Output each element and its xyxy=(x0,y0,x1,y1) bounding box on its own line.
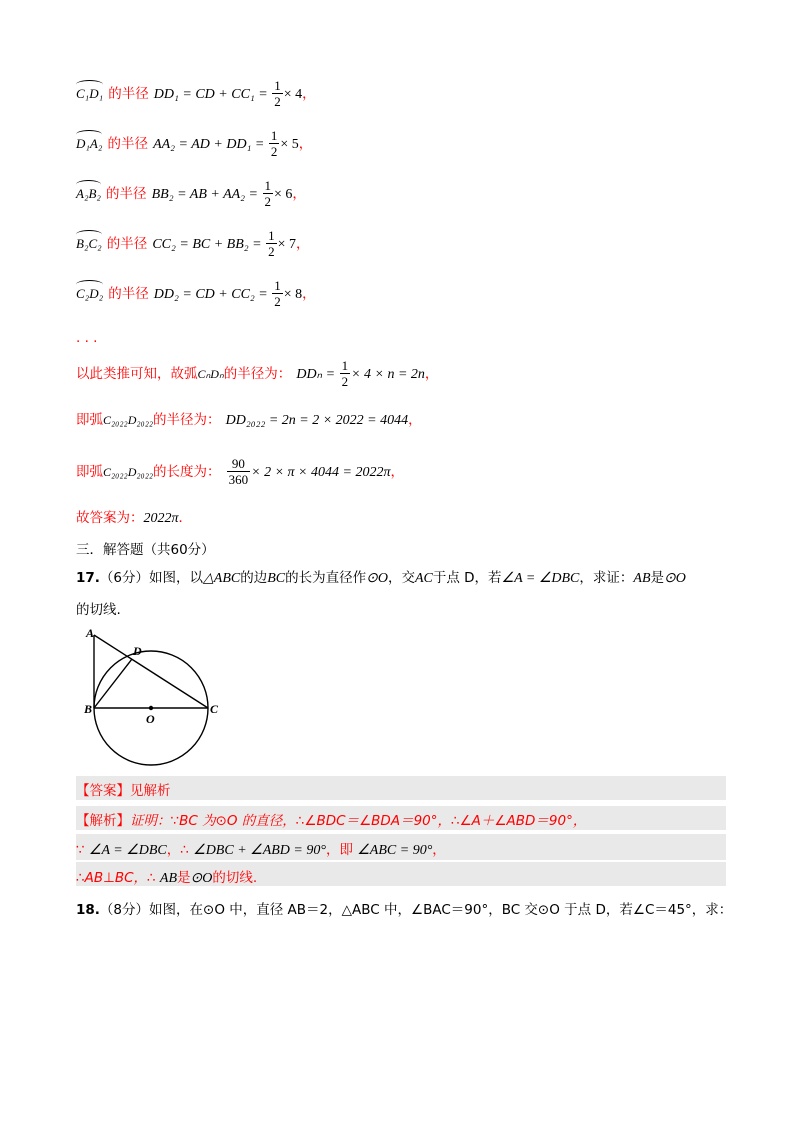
geometry-figure xyxy=(80,625,240,775)
fraction: $\frac{1}{2}$ xyxy=(268,228,275,259)
fraction: $\frac{1}{2}$ xyxy=(264,178,271,209)
segment-ac xyxy=(94,635,208,708)
arc-label: C₂D₂ xyxy=(76,280,103,302)
answer-band xyxy=(76,776,726,800)
label: 的半径 xyxy=(107,136,148,152)
line-a2b2 xyxy=(76,178,306,209)
line-general xyxy=(76,358,438,389)
question-number: 18. xyxy=(76,902,100,918)
expression: × 2 × π × 4044 = 2022π xyxy=(251,465,391,480)
math: ⊙O xyxy=(190,871,213,886)
arc-label: C₂₀₂₂D₂₀₂₂ xyxy=(103,465,154,479)
math: AB xyxy=(633,571,651,586)
prefix: 即弧 xyxy=(76,464,103,480)
analysis-text: 证明：∵BC 为⊙O 的直径，∴∠BDC＝∠BDA＝90°，∴∠A＋∠ABD＝90°， xyxy=(130,813,587,829)
fraction: $\frac{1}{2}$ xyxy=(274,278,281,309)
punct: ， xyxy=(302,86,316,102)
punct: ， xyxy=(424,366,439,382)
punct: ， xyxy=(408,412,422,428)
expression-tail: × 4 xyxy=(283,87,303,102)
math: ⊙O xyxy=(664,571,686,586)
expression: CC₂ = BC + BB₂ = xyxy=(152,237,266,252)
math: △ABC xyxy=(203,571,241,586)
fraction: $\frac{90}{360}$ xyxy=(228,456,249,487)
expression: DDₙ = xyxy=(296,367,339,382)
arc-label: C₂₀₂₂D₂₀₂₂ xyxy=(103,413,154,427)
section-heading: 三．解答题（共60分） xyxy=(76,542,215,558)
text: 于点 D，若 xyxy=(432,570,502,586)
prefix: 即弧 xyxy=(76,412,103,428)
text: ，即 xyxy=(325,842,353,858)
answer-label: 【答案】 xyxy=(76,783,130,799)
prefix: 故答案为： xyxy=(76,510,144,526)
label-c: C xyxy=(210,702,219,716)
question-number: 17. xyxy=(76,570,100,586)
math: ∠A = ∠DBC xyxy=(501,571,580,586)
expression: 2022π xyxy=(143,511,179,526)
expression-tail: × 6 xyxy=(274,187,293,202)
arc-label: B₂C₂ xyxy=(76,230,102,252)
line-b2c2 xyxy=(76,228,310,259)
arc-label: D₁A₂ xyxy=(76,130,102,152)
line-radius-2022 xyxy=(76,408,422,429)
answer-text: 见解析 xyxy=(130,783,171,799)
line-length-2022 xyxy=(76,456,404,487)
math: ∠ABC = 90° xyxy=(357,843,433,858)
line-final-answer xyxy=(76,506,192,527)
expression: AA₂ = AD + DD₁ = xyxy=(153,137,268,152)
arc-label: A₂B₂ xyxy=(76,180,101,202)
text: ∵ xyxy=(76,842,85,858)
answer-line xyxy=(76,779,171,799)
fraction: $\frac{1}{2}$ xyxy=(270,128,278,159)
punct: ， xyxy=(302,286,316,302)
text: （6分）如图，以 xyxy=(99,570,204,586)
label: 的半径 xyxy=(106,236,148,252)
text: 的切线. xyxy=(212,870,258,886)
analysis-line-3 xyxy=(76,866,257,887)
expression-tail: × 7 xyxy=(277,237,296,252)
text: 是 xyxy=(177,870,191,886)
line-c1d1 xyxy=(76,78,316,109)
math: BC xyxy=(267,571,286,586)
label-a: A xyxy=(86,626,95,640)
line-d1a2 xyxy=(76,128,312,159)
label-b: B xyxy=(84,702,93,716)
line-c2d2 xyxy=(76,278,316,309)
text: 的边 xyxy=(240,570,268,586)
text: ，求证： xyxy=(579,570,634,586)
expression-tail: × 8 xyxy=(283,287,303,302)
expression-tail: × 4 × n = 2n xyxy=(351,367,425,382)
punct: ． xyxy=(178,510,193,526)
punct: ， xyxy=(390,464,404,480)
question-17 xyxy=(76,566,686,587)
math: AC xyxy=(414,571,433,586)
fraction: $\frac{1}{2}$ xyxy=(274,78,281,109)
label: 的半径 xyxy=(108,286,149,302)
fraction: $\frac{1}{2}$ xyxy=(341,358,349,389)
punct: ， xyxy=(298,136,313,152)
label: 的半径 xyxy=(106,186,147,202)
arc-label: C₁D₁ xyxy=(76,80,103,102)
expression-tail: × 5 xyxy=(280,137,299,152)
label: 的长度为： xyxy=(153,464,221,480)
arc-label: CₙDₙ xyxy=(197,367,224,381)
expression: DD₁ = CD + CC₁ = xyxy=(153,87,272,102)
analysis-line-2 xyxy=(76,838,446,859)
analysis-label: 【解析】 xyxy=(76,813,130,829)
text: 是 xyxy=(650,570,665,586)
expression: DD₂ = CD + CC₂ = xyxy=(153,287,272,302)
expression: DD₂₀₂₂ = 2n = 2 × 2022 = 4044 xyxy=(225,413,409,428)
text: ， xyxy=(432,842,446,858)
label: 的半径 xyxy=(108,86,149,102)
text: 的长为直径作 xyxy=(285,570,367,586)
ellipsis-dots: . . . xyxy=(76,330,98,346)
math: ⊙O xyxy=(366,571,388,586)
label: 的半径为： xyxy=(153,412,221,428)
math: ∠DBC + ∠ABD = 90° xyxy=(193,843,326,858)
math: ∠A = ∠DBC xyxy=(88,843,167,858)
question-17-line2: 的切线. xyxy=(76,602,121,618)
punct: ， xyxy=(296,236,310,252)
text: ∴AB⊥BC，∴ xyxy=(76,870,156,886)
center-point xyxy=(149,706,153,710)
label-d: D xyxy=(133,644,142,658)
expression: BB₂ = AB + AA₂ = xyxy=(151,187,262,202)
math: AB xyxy=(159,871,178,886)
label-o: O xyxy=(146,712,155,726)
text: ，∴ xyxy=(166,842,189,858)
analysis-line-1 xyxy=(76,809,586,829)
question-text: （8分）如图，在⊙O 中，直径 AB＝2，△ABC 中，∠BAC＝90°，BC 交⊙O 于点 D，若∠C＝45°，求： xyxy=(99,902,733,918)
prefix: 以此类推可知，故弧 xyxy=(76,366,198,382)
question-18 xyxy=(76,898,732,918)
text: ，交 xyxy=(387,570,415,586)
label: 的半径为： xyxy=(223,366,292,382)
punct: ， xyxy=(292,186,306,202)
